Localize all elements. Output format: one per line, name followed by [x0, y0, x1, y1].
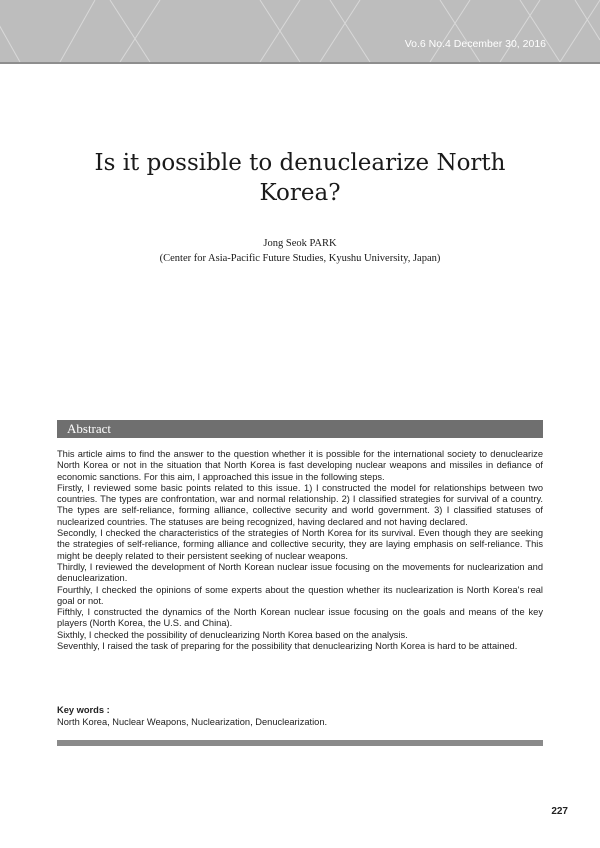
bottom-rule [57, 740, 543, 746]
abstract-paragraph: Firstly, I reviewed some basic points related to this issue. 1) I constructed the model for relationships between two countries. The types are confrontation, war and normal relationship. 2) I classified strategies for survival of a country. The types are self-reliance, forming alliance, collective security and world government. 3) I classified statuses of nuclearized countries. The statuses are being recognized, having declared and not having declared. [57, 482, 543, 527]
issue-info: Vo.6 No.4 December 30, 2016 [404, 38, 546, 50]
abstract-heading-bar [57, 420, 543, 438]
abstract-heading: Abstract [67, 421, 112, 436]
abstract-paragraph: This article aims to find the answer to the question whether it is possible for the international society to denuclearize North Korea or not in the situation that North Korea is fast developing nuclear weapons and missiles in defiance of economic sanctions. For this aim, I approached this issue in the following steps. [57, 449, 543, 482]
author-name: Jong Seok PARK [263, 238, 337, 249]
header-band [0, 0, 600, 62]
abstract-paragraph: Secondly, I checked the characteristics of the strategies of North Korea for its survival. Even though they are seeking the strategies of self-reliance, forming alliance and collective security, they are laying emphasis on self-reliance. This might be deeply related to their persistent seeking of nuclear weapons. [57, 528, 543, 561]
abstract-paragraph: Fifthly, I constructed the dynamics of the North Korean nuclear issue focusing on the goals and means of the key players (North Korea, the U.S. and China). [57, 607, 543, 629]
keywords-text: North Korea, Nuclear Weapons, Nuclearization, Denuclearization. [57, 717, 328, 727]
header-decoration [0, 0, 600, 62]
abstract-body [57, 449, 543, 652]
header-rule [0, 62, 600, 64]
abstract-paragraph: Fourthly, I checked the opinions of some experts about the question whether its nuclearization is North Korea's real goal or not. [57, 584, 543, 606]
keywords-label: Key words : [57, 705, 110, 715]
author-affiliation: (Center for Asia-Pacific Future Studies, Kyushu University, Japan) [159, 253, 441, 264]
abstract-paragraph: Seventhly, I raised the task of preparing for the possibility that denuclearizing North Korea is hard to be attained. [57, 641, 518, 652]
author-block [60, 236, 540, 266]
abstract-paragraph: Sixthly, I checked the possibility of denuclearizing North Korea based on the analysis. [57, 629, 408, 640]
abstract-paragraph: Thirdly, I reviewed the development of North Korean nuclear issue focusing on the movements for nuclearization and denuclearization. [57, 561, 543, 584]
page-number: 227 [551, 806, 568, 817]
paper-title: Is it possible to denuclearize North Korea? [94, 150, 506, 206]
